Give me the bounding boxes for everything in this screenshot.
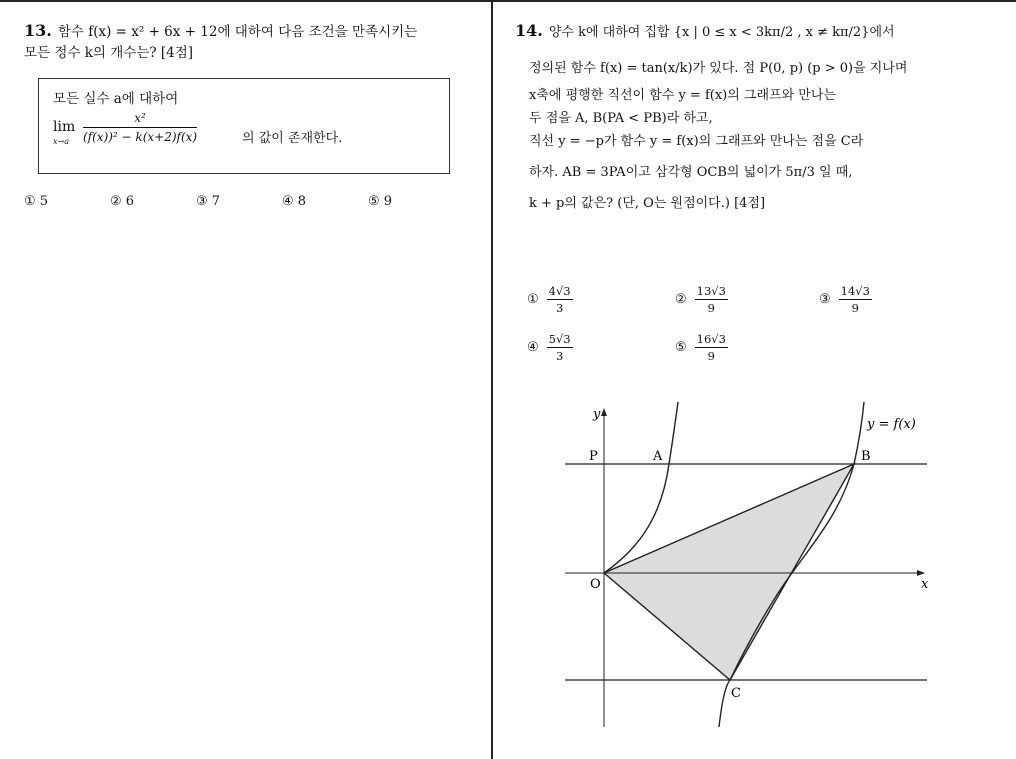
q14-choice-1[interactable] [527, 284, 573, 315]
lim-subscript: x→a [53, 137, 69, 146]
choice-numerator: 4√3 [548, 284, 571, 298]
q13-choice-4[interactable]: ④ 8 [282, 194, 307, 209]
q14-choice-2[interactable] [675, 284, 728, 315]
q14-line6: 하자. AB = 3PA이고 삼각형 OCB의 넓이가 5π/3 일 때, [529, 165, 853, 180]
question-13 [24, 20, 479, 209]
label-o: O [590, 577, 601, 592]
top-rule [0, 0, 1016, 2]
q13-stem-line2: 모든 정수 k의 개수는? [4점] [24, 45, 194, 61]
q13-number: 13. [24, 21, 52, 40]
choice-mark: ⑤ [675, 340, 687, 355]
choice-numerator: 16√3 [696, 332, 726, 346]
q13-fraction [83, 111, 197, 144]
q14-line4: 두 점을 A, B(PA < PB)라 하고, [529, 111, 713, 126]
choice-denominator: 3 [555, 349, 564, 363]
q13-choice-1[interactable]: ① 5 [24, 194, 49, 209]
q13-stem-line1 [24, 20, 479, 43]
q13-box-line1: 모든 실수 a에 대하여 [53, 91, 179, 107]
label-a: A [653, 449, 663, 464]
q14-number: 14. [515, 21, 543, 40]
question-14 [515, 20, 1005, 363]
q14-line5: 직선 y = −p가 함수 y = f(x)의 그래프와 만나는 점을 C라 [529, 134, 864, 149]
q13-choice-3[interactable]: ③ 7 [196, 194, 221, 209]
choice-numerator: 14√3 [840, 284, 870, 298]
choice-denominator: 9 [851, 301, 859, 315]
q14-line2: 정의된 함수 f(x) = tan(x/k)가 있다. 점 P(0, p) (p > 0)을 지나며 [529, 61, 908, 76]
q14-choice-3[interactable] [819, 284, 872, 315]
q13-frac-denominator: (f(x))² − k(x+2)f(x) [83, 130, 198, 144]
q13-choice-5[interactable]: ⑤ 9 [368, 194, 393, 209]
q13-choice-2[interactable]: ② 6 [110, 194, 135, 209]
q14-choice-5[interactable] [675, 332, 728, 363]
choice-denominator: 9 [707, 301, 715, 315]
choice-mark: ③ [819, 292, 831, 307]
choice-numerator: 13√3 [696, 284, 726, 298]
label-curve: y = f(x) [867, 417, 916, 432]
choice-denominator: 3 [555, 301, 564, 315]
lim-word: lim [53, 119, 76, 135]
q14-line7: k + p의 값은? (단, O는 원점이다.) [4점] [529, 196, 766, 211]
label-x: x [921, 577, 929, 592]
q13-stem-text: 함수 f(x) = x² + 6x + 12에 대하여 다음 조건을 만족시키는 [57, 24, 418, 40]
label-p: P [589, 449, 598, 464]
choice-denominator: 9 [707, 349, 715, 363]
q14-line1 [515, 20, 1005, 43]
choice-mark: ④ [527, 340, 539, 355]
q14-line1-text: 양수 k에 대하여 집합 {x | 0 ≤ x < 3kπ/2 , x ≠ kπ/2}에서 [548, 25, 895, 40]
q13-condition-box [38, 78, 450, 174]
q13-limit [53, 119, 76, 146]
label-y: y [593, 407, 601, 422]
label-b: B [861, 449, 871, 464]
q13-box-tail: 의 값이 존재한다. [242, 131, 343, 146]
q14-line3: x축에 평행한 직선이 함수 y = f(x)의 그래프와 만나는 [529, 88, 836, 103]
column-divider [491, 0, 493, 759]
choice-mark: ① [527, 292, 539, 307]
q13-frac-numerator: x² [83, 111, 197, 128]
choice-numerator: 5√3 [548, 332, 571, 346]
label-c: C [731, 686, 741, 701]
choice-mark: ② [675, 292, 687, 307]
q13-choices [24, 194, 479, 209]
q14-graph [549, 402, 933, 732]
q14-choice-4[interactable] [527, 332, 573, 363]
